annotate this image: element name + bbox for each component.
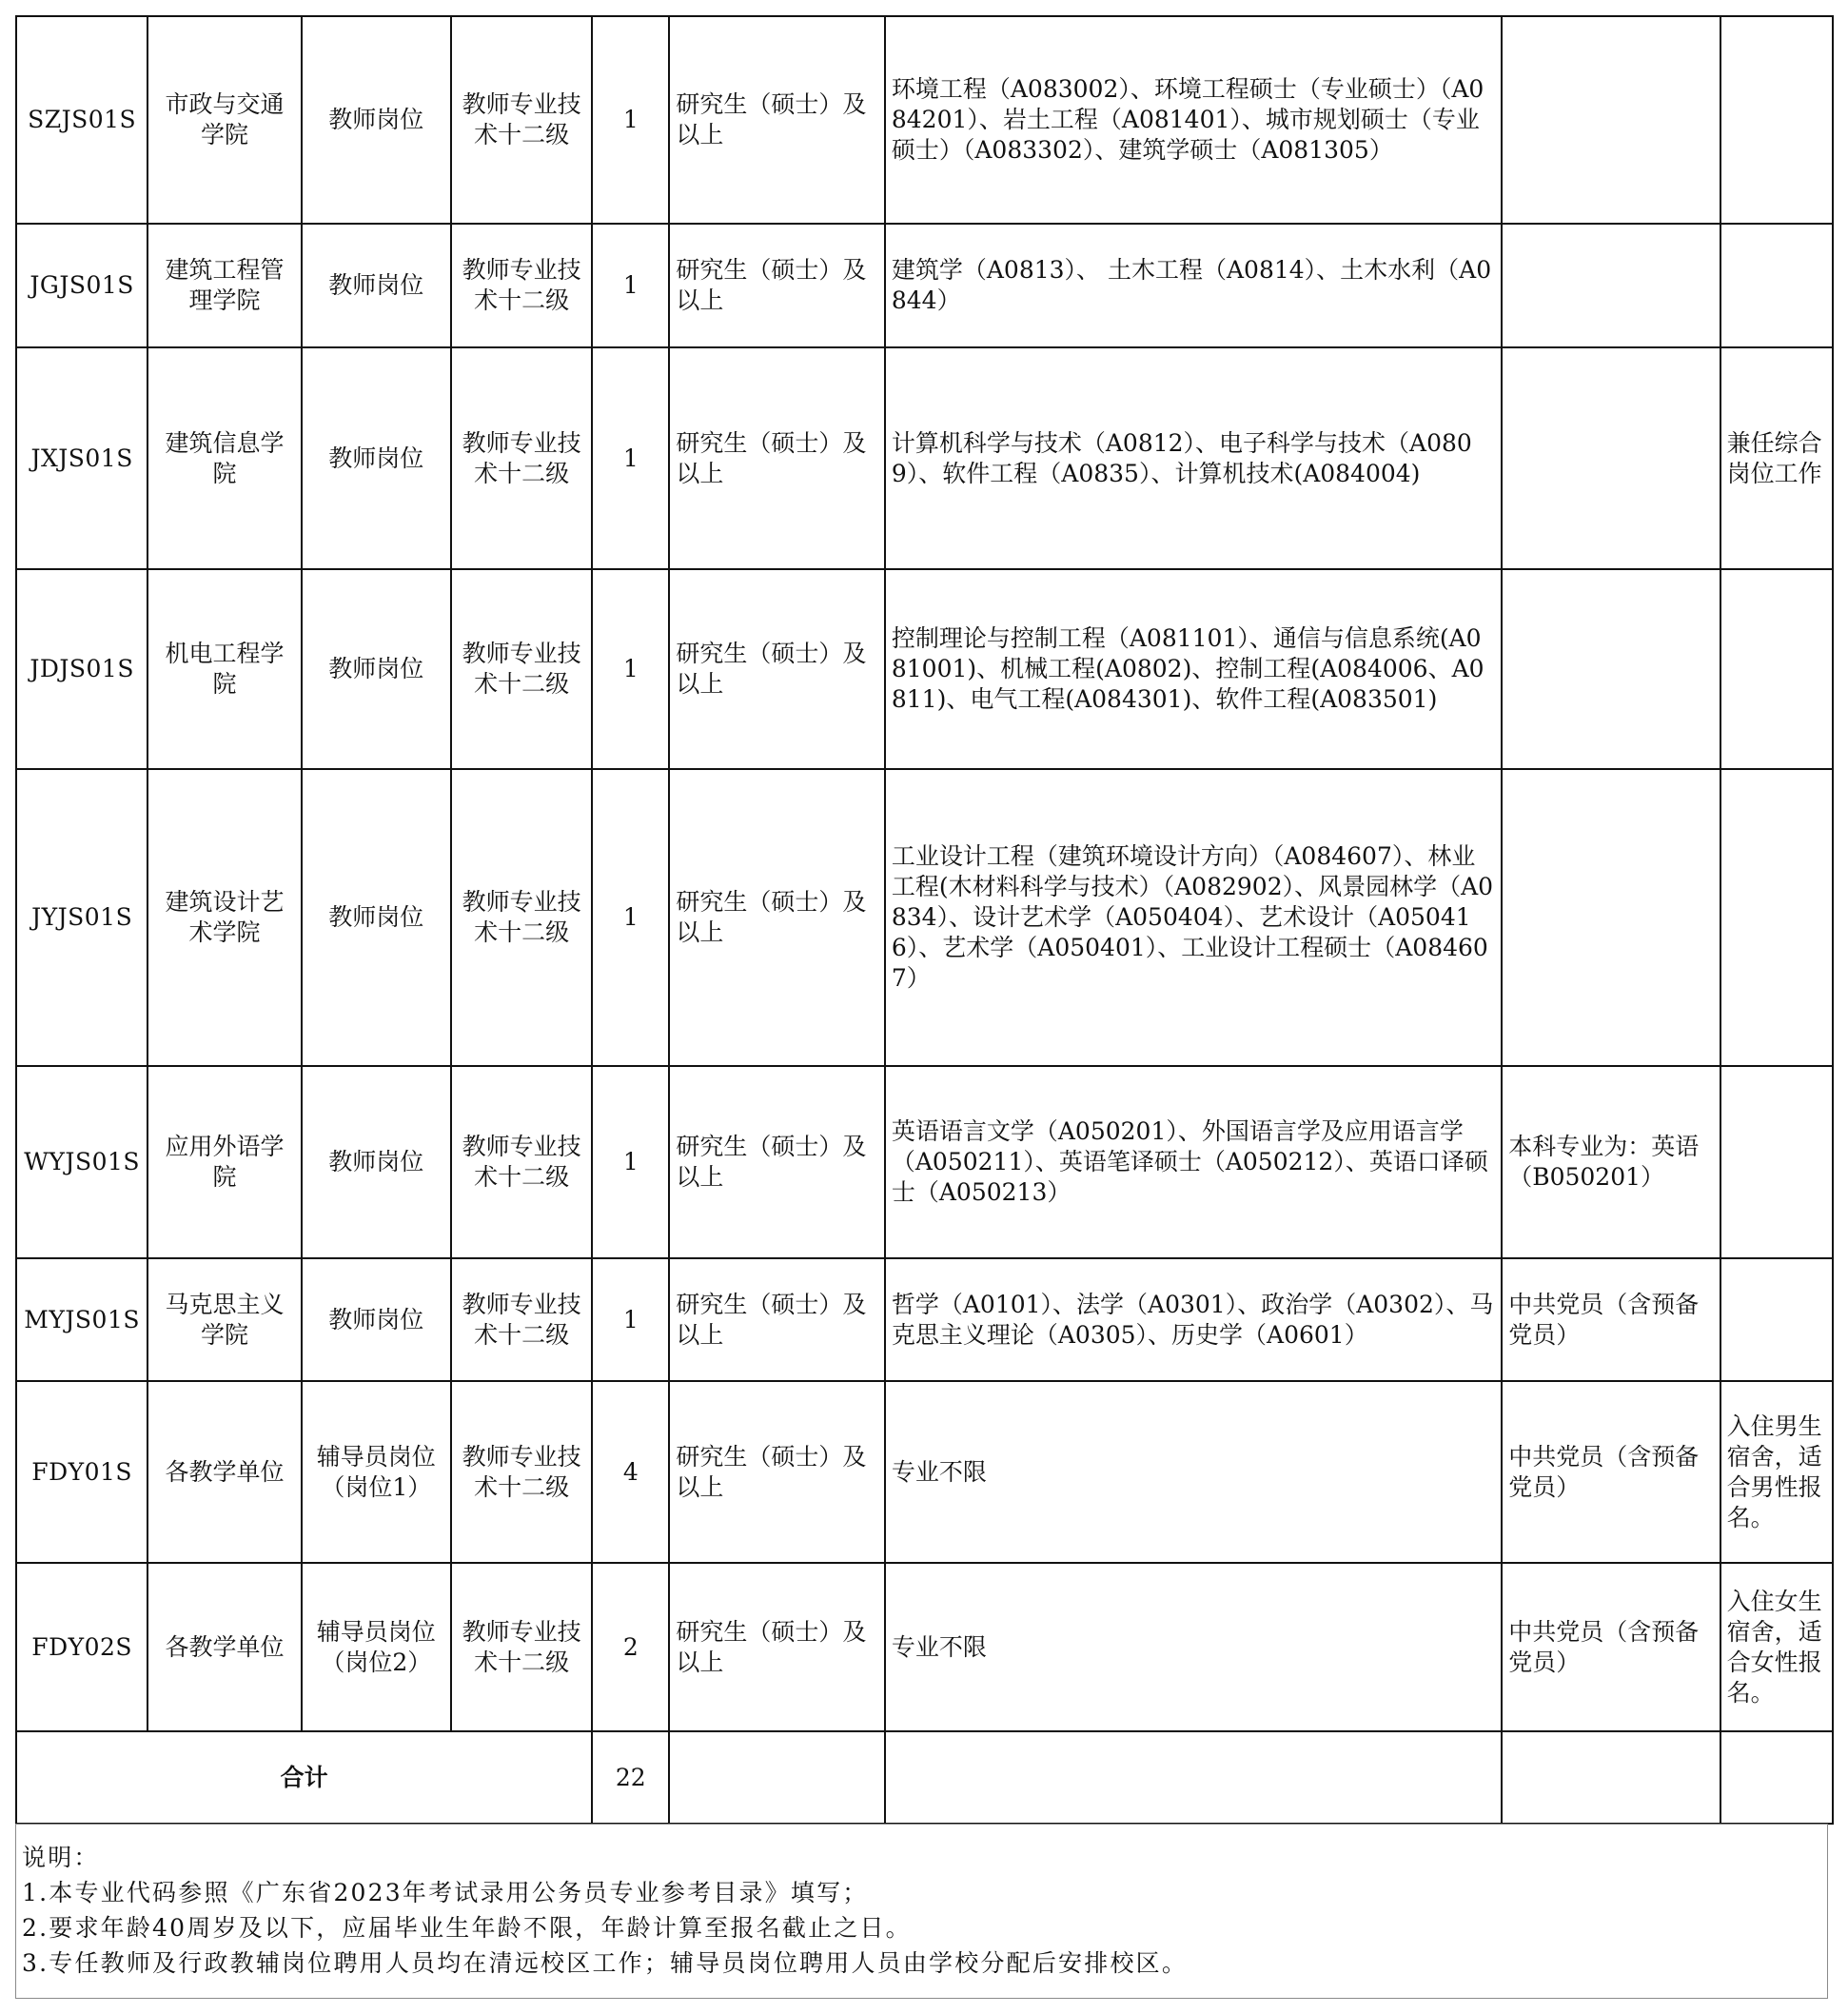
remark: 兼任综合岗位工作 — [1720, 347, 1833, 569]
empty-cell — [885, 1731, 1502, 1824]
notes-box — [15, 1824, 1828, 1999]
other-requirement: 中共党员（含预备党员） — [1502, 1563, 1720, 1731]
table-row — [16, 347, 1833, 569]
position-code: SZJS01S — [16, 16, 147, 224]
total-row — [16, 1731, 1833, 1824]
education-requirement: 研究生（硕士）及以上 — [669, 16, 884, 224]
note-item: 2.要求年龄40周岁及以下，应届毕业生年龄不限，年龄计算至报名截止之日。 — [22, 1914, 912, 1942]
other-requirement — [1502, 347, 1720, 569]
remark — [1720, 769, 1833, 1066]
major-requirement: 计算机科学与技术（A0812）、电子科学与技术（A0809）、软件工程（A0835）、计算机技术(A084004) — [885, 347, 1502, 569]
total-count: 22 — [592, 1731, 669, 1824]
position-code: JYJS01S — [16, 769, 147, 1066]
hiring-unit: 应用外语学院 — [147, 1066, 301, 1258]
post-level: 教师专业技术十二级 — [451, 1066, 592, 1258]
hiring-count: 1 — [592, 1066, 669, 1258]
other-requirement: 中共党员（含预备党员） — [1502, 1258, 1720, 1381]
remark — [1720, 1066, 1833, 1258]
note-item: 3.专任教师及行政教辅岗位聘用人员均在清远校区工作；辅导员岗位聘用人员由学校分配后安排校区。 — [22, 1949, 1189, 1977]
position-code: WYJS01S — [16, 1066, 147, 1258]
education-requirement: 研究生（硕士）及以上 — [669, 1563, 884, 1731]
major-requirement: 控制理论与控制工程（A081101）、通信与信息系统(A081001)、机械工程(A0802)、控制工程(A084006、A0811)、电气工程(A084301)、软件工程(A083501) — [885, 569, 1502, 769]
post-name: 教师岗位 — [302, 224, 451, 347]
post-level: 教师专业技术十二级 — [451, 769, 592, 1066]
table-row — [16, 1563, 1833, 1731]
post-level: 教师专业技术十二级 — [451, 1258, 592, 1381]
empty-cell — [1502, 1731, 1720, 1824]
post-name: 教师岗位 — [302, 347, 451, 569]
post-level: 教师专业技术十二级 — [451, 1563, 592, 1731]
position-code: MYJS01S — [16, 1258, 147, 1381]
other-requirement — [1502, 769, 1720, 1066]
education-requirement: 研究生（硕士）及以上 — [669, 569, 884, 769]
education-requirement: 研究生（硕士）及以上 — [669, 1381, 884, 1563]
post-name: 教师岗位 — [302, 569, 451, 769]
note-item: 1.本专业代码参照《广东省2023年考试录用公务员专业参考目录》填写； — [22, 1879, 869, 1906]
position-code: JDJS01S — [16, 569, 147, 769]
major-requirement: 专业不限 — [885, 1563, 1502, 1731]
other-requirement — [1502, 224, 1720, 347]
table-row — [16, 224, 1833, 347]
hiring-unit: 建筑设计艺术学院 — [147, 769, 301, 1066]
hiring-unit: 各教学单位 — [147, 1381, 301, 1563]
position-code: FDY02S — [16, 1563, 147, 1731]
hiring-unit: 建筑信息学院 — [147, 347, 301, 569]
post-level: 教师专业技术十二级 — [451, 224, 592, 347]
hiring-count: 1 — [592, 1258, 669, 1381]
major-requirement: 建筑学（A0813）、 土木工程（A0814）、土木水利（A0844） — [885, 224, 1502, 347]
post-name: 辅导员岗位（岗位1） — [302, 1381, 451, 1563]
remark — [1720, 1258, 1833, 1381]
post-name: 教师岗位 — [302, 1258, 451, 1381]
post-name: 教师岗位 — [302, 1066, 451, 1258]
hiring-unit: 建筑工程管理学院 — [147, 224, 301, 347]
major-requirement: 环境工程（A083002）、环境工程硕士（专业硕士）（A084201）、岩土工程（A081401）、城市规划硕士（专业硕士）（A083302）、建筑学硕士（A081305） — [885, 16, 1502, 224]
post-level: 教师专业技术十二级 — [451, 347, 592, 569]
hiring-count: 4 — [592, 1381, 669, 1563]
table-row — [16, 1381, 1833, 1563]
post-level: 教师专业技术十二级 — [451, 569, 592, 769]
remark — [1720, 224, 1833, 347]
table-row — [16, 569, 1833, 769]
position-code: JXJS01S — [16, 347, 147, 569]
hiring-unit: 各教学单位 — [147, 1563, 301, 1731]
hiring-unit: 市政与交通学院 — [147, 16, 301, 224]
hiring-count: 1 — [592, 16, 669, 224]
other-requirement — [1502, 16, 1720, 224]
table-row — [16, 769, 1833, 1066]
education-requirement: 研究生（硕士）及以上 — [669, 769, 884, 1066]
other-requirement — [1502, 569, 1720, 769]
table-row — [16, 16, 1833, 224]
remark — [1720, 569, 1833, 769]
hiring-count: 1 — [592, 569, 669, 769]
other-requirement: 本科专业为：英语（B050201） — [1502, 1066, 1720, 1258]
post-name: 教师岗位 — [302, 769, 451, 1066]
position-code: FDY01S — [16, 1381, 147, 1563]
table-row — [16, 1066, 1833, 1258]
hiring-count: 1 — [592, 224, 669, 347]
major-requirement: 工业设计工程（建筑环境设计方向）（A084607）、林业工程(木材料科学与技术）（A082902）、风景园林学（A0834）、设计艺术学（A050404）、艺术设计（A050416）、艺术学（A050401）、工业设计工程硕士（A084607） — [885, 769, 1502, 1066]
major-requirement: 英语语言文学（A050201）、外国语言学及应用语言学（A050211）、英语笔译硕士（A050212）、英语口译硕士（A050213） — [885, 1066, 1502, 1258]
empty-cell — [1720, 1731, 1833, 1824]
remark: 入住女生宿舍，适合女性报名。 — [1720, 1563, 1833, 1731]
notes-heading: 说明： — [22, 1844, 100, 1871]
education-requirement: 研究生（硕士）及以上 — [669, 1258, 884, 1381]
table-row — [16, 1258, 1833, 1381]
remark: 入住男生宿舍，适合男性报名。 — [1720, 1381, 1833, 1563]
remark — [1720, 16, 1833, 224]
hiring-unit: 马克思主义学院 — [147, 1258, 301, 1381]
position-code: JGJS01S — [16, 224, 147, 347]
post-level: 教师专业技术十二级 — [451, 16, 592, 224]
education-requirement: 研究生（硕士）及以上 — [669, 224, 884, 347]
hiring-count: 1 — [592, 347, 669, 569]
education-requirement: 研究生（硕士）及以上 — [669, 347, 884, 569]
post-name: 辅导员岗位（岗位2） — [302, 1563, 451, 1731]
hiring-count: 2 — [592, 1563, 669, 1731]
recruitment-table — [15, 15, 1834, 1825]
total-label: 合计 — [16, 1731, 592, 1824]
hiring-count: 1 — [592, 769, 669, 1066]
post-level: 教师专业技术十二级 — [451, 1381, 592, 1563]
major-requirement: 哲学（A0101）、法学（A0301）、政治学（A0302）、马克思主义理论（A0305）、历史学（A0601） — [885, 1258, 1502, 1381]
other-requirement: 中共党员（含预备党员） — [1502, 1381, 1720, 1563]
empty-cell — [669, 1731, 884, 1824]
hiring-unit: 机电工程学院 — [147, 569, 301, 769]
major-requirement: 专业不限 — [885, 1381, 1502, 1563]
post-name: 教师岗位 — [302, 16, 451, 224]
education-requirement: 研究生（硕士）及以上 — [669, 1066, 884, 1258]
